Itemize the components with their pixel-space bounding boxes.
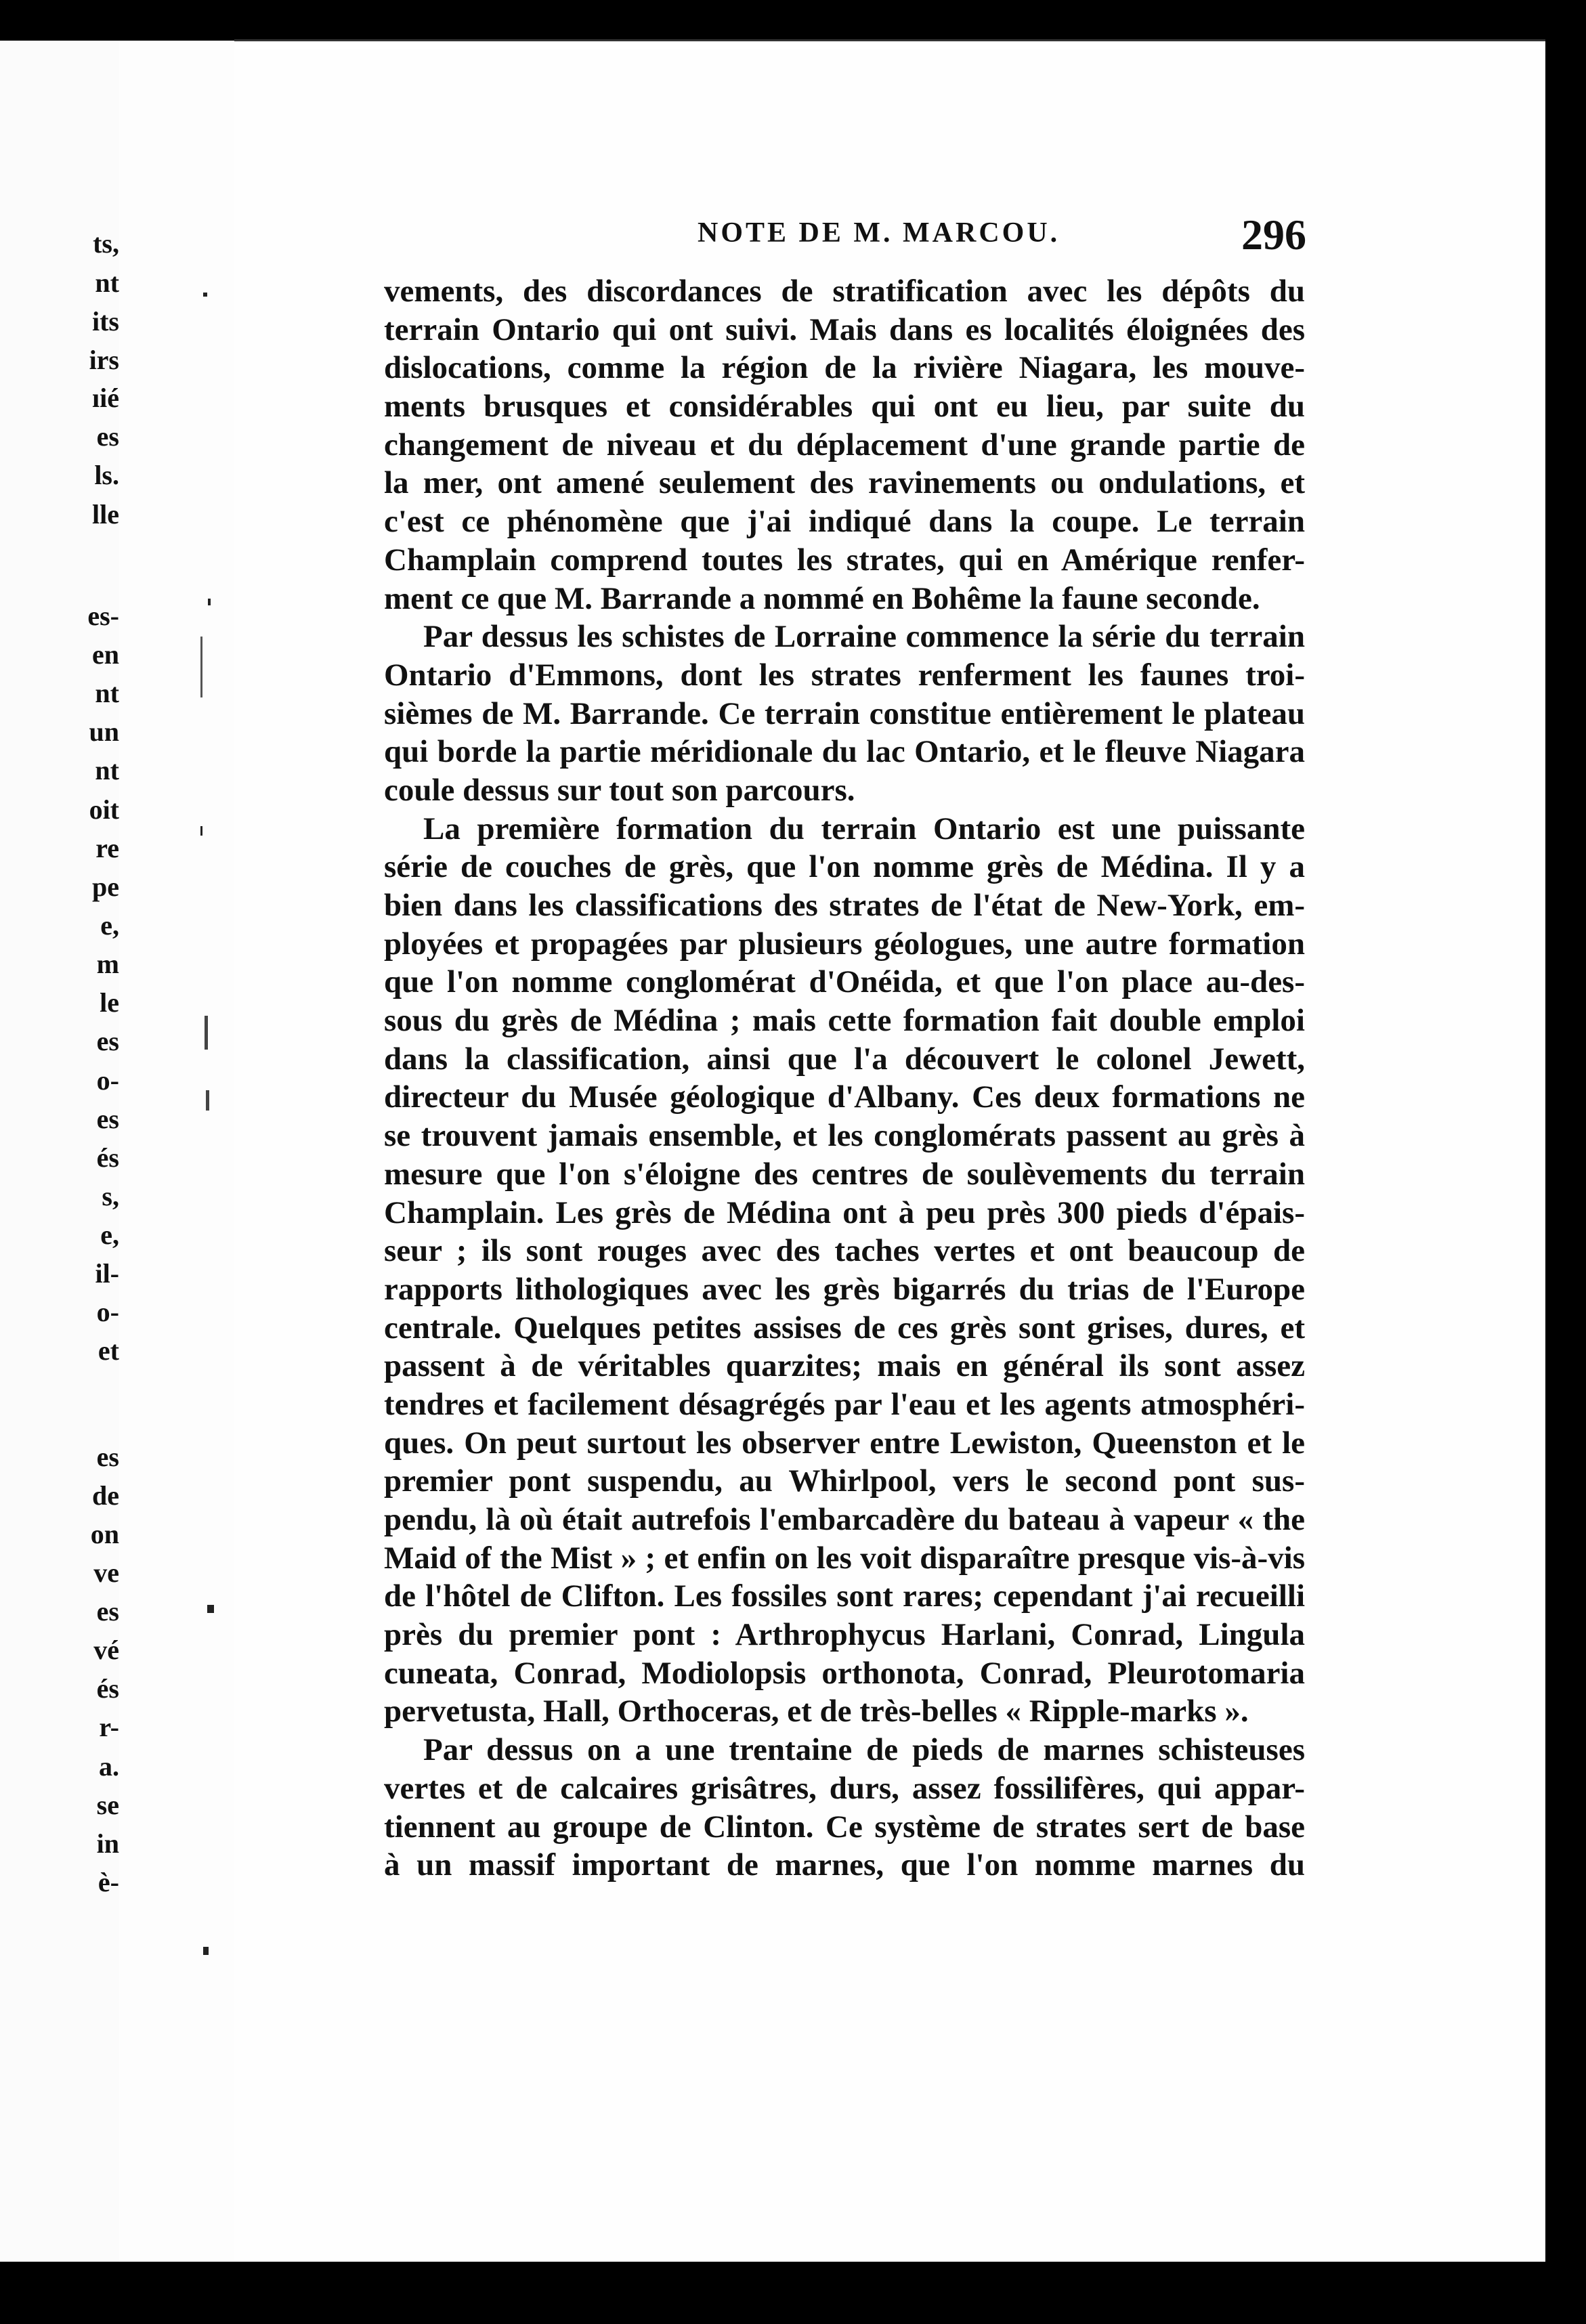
text-line: tiennent au groupe de Clinton. Ce système de strates sert de base [384,1809,1305,1845]
text-line: coule dessus sur tout son parcours. [384,772,855,808]
left-margin-fragment: es [96,1026,119,1056]
text-line: tendres et facilement désagrégés par l'eau et les agents atmosphéri- [384,1386,1305,1422]
left-margin-fragment: es [96,1596,119,1627]
text-line: près du premier pont : Arthrophycus Harlani, Conrad, Lingula [384,1617,1305,1653]
text-line: la mer, ont amené seulement des ravinements ou ondulations, et [384,465,1305,501]
text-line: ques. On peut surtout les observer entre Lewiston, Queenston et le [384,1425,1305,1461]
text-line: série de couches de grès, que l'on nomme grès de Médina. Il y a [384,849,1305,885]
text-line: sous du grès de Médina ; mais cette formation fait double emploi [384,1003,1305,1039]
text-line: sièmes de M. Barrande. Ce terrain constitue entièrement le plateau [384,695,1305,731]
text-line: dans la classification, ainsi que l'a découvert le colonel Jewett, [384,1041,1305,1077]
left-margin-fragment: its [92,306,119,337]
text-line: La première formation du terrain Ontario est une puissante [423,811,1305,846]
text-line: c'est ce phénomène que j'ai indiqué dans la coupe. Le terrain [384,504,1305,540]
left-margin-fragment: un [89,716,119,747]
speck-mark [200,826,202,836]
page-number: 296 [1241,211,1306,259]
left-margin-fragment: le [100,987,119,1018]
text-line: qui borde la partie méridionale du lac Ontario, et le fleuve Niagara [384,734,1305,770]
text-line: à un massif important de marnes, que l'on nomme marnes du [384,1847,1305,1883]
left-margin-fragment: in [96,1828,119,1859]
speck-mark [205,1016,208,1050]
left-margin-fragment: et [98,1335,119,1366]
speck-mark [206,1090,209,1111]
left-margin-fragment: o- [96,1297,119,1327]
text-line: Par dessus on a une trentaine de pieds de marnes schisteuses [423,1732,1305,1768]
left-margin-fragment: es [96,421,119,452]
running-header: NOTE DE M. MARCOU. [698,217,1060,249]
left-margin-fragment: irs [89,345,119,375]
left-margin-fragment: es [96,1442,119,1472]
left-margin-fragment: r- [99,1712,119,1742]
left-margin-fragment: il- [95,1258,119,1289]
text-line: seur ; ils sont rouges avec des taches vertes et ont beaucoup de [384,1233,1305,1269]
text-line: pendu, là où était autrefois l'embarcadère du bateau à vapeur « the [384,1502,1305,1537]
text-line: ments brusques et considérables qui ont eu lieu, par suite du [384,389,1305,425]
text-line: premier pont suspendu, au Whirlpool, vers le second pont sus- [384,1463,1305,1499]
left-margin-fragment: ts, [93,228,119,259]
left-margin-fragment: es- [87,601,119,631]
left-margin-fragment: re [95,833,119,863]
text-line: pervetusta, Hall, Orthoceras, et de très-belles « Ripple-marks ». [384,1694,1249,1729]
left-margin-fragment: es [96,1104,119,1134]
text-line: cuneata, Conrad, Modiolopsis orthonota, Conrad, Pleurotomaria [384,1655,1305,1691]
speck-mark [203,1947,209,1955]
left-margin-fragment: és [96,1142,119,1173]
left-margin-fragment: è- [98,1867,119,1897]
left-margin-fragment: és [96,1673,119,1704]
left-margin-fragment: m [96,949,119,979]
speck-mark [208,599,211,605]
left-margin-fragment: a. [99,1751,119,1782]
text-line: directeur du Musée géologique d'Albany. Ces deux formations ne [384,1079,1305,1115]
text-line: Champlain comprend toutes les strates, qui en Amérique renfer- [384,542,1305,578]
text-line: bien dans les classifications des strates de l'état de New-York, em- [384,888,1305,923]
left-margin-fragment: e, [100,1220,119,1250]
left-margin-fragment: ls. [94,460,119,490]
text-line: Champlain. Les grès de Médina ont à peu près 300 pieds d'épais- [384,1195,1305,1230]
text-line: passent à de véritables quarzites; mais en général ils sont assez [384,1348,1305,1384]
left-page [0,41,119,2262]
text-line: se trouvent jamais ensemble, et les conglomérats passent au grès à [384,1118,1305,1154]
left-margin-fragment: o- [96,1065,119,1096]
text-line: de l'hôtel de Clifton. Les fossiles sont rares; cependant j'ai recueilli [384,1578,1305,1614]
speck-mark [207,1605,214,1613]
left-margin-fragment: nt [95,678,119,708]
left-margin-fragment: se [96,1790,119,1820]
speck-mark [200,637,202,697]
text-line: Ontario d'Emmons, dont les strates renferment les faunes troi- [384,657,1305,693]
text-line: Par dessus les schistes de Lorraine commence la série du terrain [423,619,1305,655]
left-margin-fragment: ve [93,1557,119,1588]
left-margin-fragment: s, [102,1181,119,1211]
left-margin-fragment: e, [100,910,119,941]
text-line: que l'on nomme conglomérat d'Onéida, et que l'on place au-des- [384,964,1305,1000]
text-line: changement de niveau et du déplacement d'une grande partie de [384,427,1305,462]
left-margin-fragment: pe [92,872,119,902]
text-line: ment ce que M. Barrande a nommé en Bohême la faune seconde. [384,580,1260,616]
left-margin-fragment: vé [93,1635,119,1665]
text-line: vertes et de calcaires grisâtres, durs, assez fossilifères, qui appar- [384,1770,1305,1806]
text-line: centrale. Quelques petites assises de ces grès sont grises, dures, et [384,1310,1305,1346]
left-margin-fragment: lle [92,499,119,530]
body-text [384,272,1305,1885]
left-margin-fragment: ıié [92,383,119,413]
left-margin-fragment: nt [95,755,119,786]
text-line: dislocations, comme la région de la rivière Niagara, les mouve- [384,350,1305,386]
text-line: vements, des discordances de stratification avec les dépôts du [384,274,1305,309]
text-line: Maid of the Mist » ; et enfin on les voit disparaître presque vis-à-vis [384,1540,1305,1576]
speck-mark [203,293,207,297]
text-line: rapports lithologiques avec les grès bigarrés du trias de l'Europe [384,1271,1305,1307]
left-margin-fragment: nt [95,267,119,298]
text-line: mesure que l'on s'éloigne des centres de soulèvements du terrain [384,1156,1305,1192]
left-margin-fragment: en [92,639,119,670]
left-margin-fragment: on [90,1519,119,1549]
left-margin-fragment: de [92,1480,119,1511]
text-line: terrain Ontario qui ont suivi. Mais dans es localités éloignées des [384,311,1305,347]
text-line: ployées et propagées par plusieurs géologues, une autre formation [384,926,1305,962]
gutter [119,41,234,2262]
left-margin-fragment: oit [89,794,119,825]
